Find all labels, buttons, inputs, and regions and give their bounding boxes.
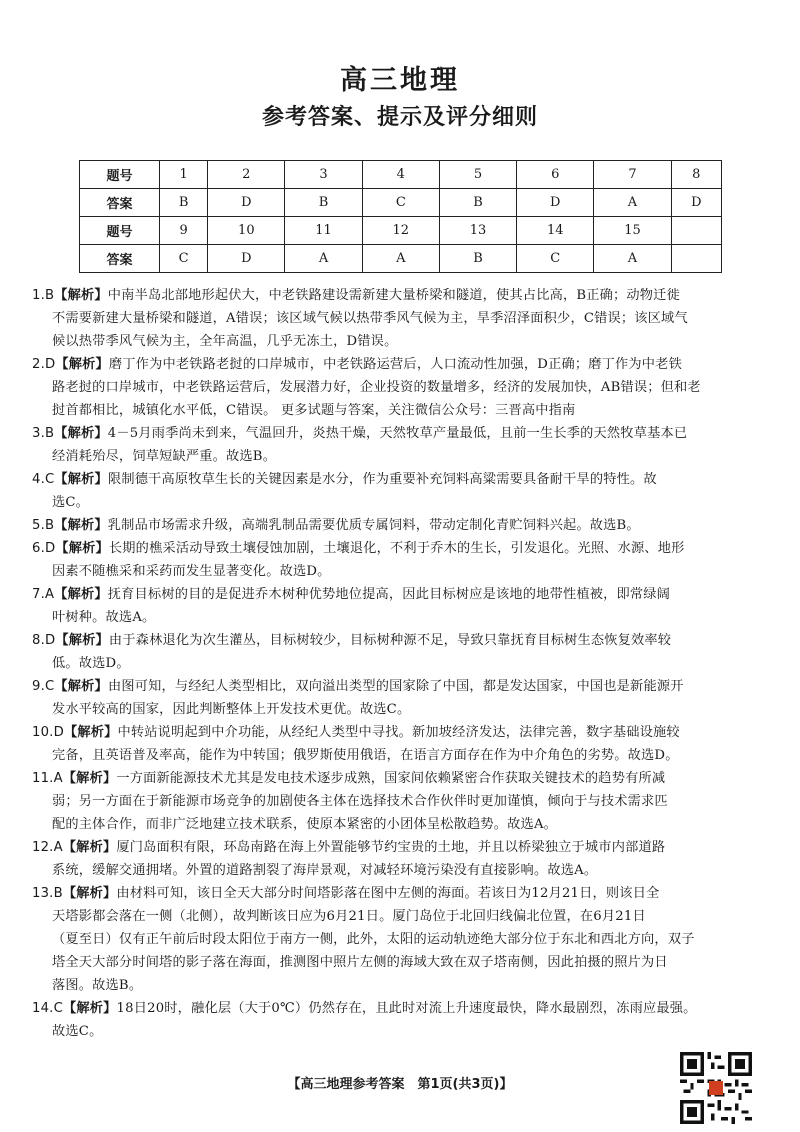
table-cell: 7	[594, 161, 671, 189]
table-cell: A	[594, 245, 671, 273]
table-cell: D	[517, 189, 594, 217]
row-label: 题号	[80, 217, 160, 245]
explanation-line: 厦门岛面积有限，环岛南路在海上外置能够节约宝贵的土地，并且以桥梁独立于城市内部道路	[116, 840, 666, 855]
explanation-line: 由材料可知，该日全天大部分时间塔影落在图中左侧的海面。若该日为12月21日，则该日全	[116, 886, 660, 901]
question-number: 8.D	[32, 633, 56, 648]
table-row	[80, 189, 722, 217]
table-row	[80, 161, 722, 189]
explanation-line: 低。故选D。	[52, 656, 130, 671]
explanation-line: 路老挝的口岸城市，中老铁路运营后，发展潜力好，企业投资的数量增多，经济的发展加快，AB错误；但和老	[52, 380, 701, 395]
question-number: 1.B	[32, 288, 55, 303]
table-cell: B	[439, 189, 516, 217]
question-explanation-12	[32, 836, 764, 882]
explanation-line: 系统，缓解交通拥堵。外置的道路割裂了海岸景观，对减轻环境污染没有直接影响。故选A。	[52, 863, 598, 878]
table-cell: A	[285, 245, 362, 273]
table-cell: 2	[208, 161, 285, 189]
explanation-line: 4－5月雨季尚未到来，气温回升，炎热干燥，天然牧草产量最低，且前一生长季的天然牧草基本已	[107, 426, 688, 441]
table-cell: 4	[362, 161, 439, 189]
explanation-line: 天塔影都会落在一侧（北侧），故判断该日应为6月21日。厦门岛位于北回归线偏北位置，在6月21日	[52, 909, 646, 924]
question-explanation-14	[32, 997, 764, 1043]
explanation-line: 由图可知，与经纪人类型相比，双向溢出类型的国家除了中国，都是发达国家，中国也是新能源开	[107, 679, 684, 694]
question-number: 11.A	[32, 771, 63, 786]
table-cell: C	[362, 189, 439, 217]
explanation-line: 配的主体合作，而非广泛地建立技术联系，使原本紧密的小团体呈松散趋势。故选A。	[52, 817, 558, 832]
question-number: 7.A	[32, 587, 55, 602]
question-number: 13.B	[32, 886, 63, 901]
explanation-line: 故选C。	[52, 1024, 103, 1039]
question-number: 10.D	[32, 725, 64, 740]
explanation-line: 一方面新能源技术尤其是发电技术逐步成熟，国家间依赖紧密合作获取关键技术的趋势有所减	[116, 771, 666, 786]
question-number: 14.C	[32, 1001, 63, 1016]
table-cell: 12	[362, 217, 439, 245]
qr-code-icon	[680, 1052, 752, 1124]
table-cell: C	[160, 245, 208, 273]
table-cell: A	[362, 245, 439, 273]
explanation-line: 不需要新建大量桥梁和隧道，A错误；该区域气候以热带季风气候为主，旱季沼泽面积少，C错误；该区域气	[52, 311, 688, 326]
explanation-line: 长期的樵采活动导致土壤侵蚀加剧，土壤退化，不利于乔木的生长，引发退化。光照、水源、地形	[108, 541, 685, 556]
question-number: 12.A	[32, 840, 63, 855]
table-cell	[671, 245, 721, 273]
analysis-tag: 【解析】	[54, 472, 108, 487]
explanation-line: 抚育目标树的目的是促进乔木树种优势地位提高，因此目标树应是该地的地带性植被，即常绿阔	[107, 587, 671, 602]
table-row	[80, 245, 722, 273]
analysis-tag: 【解析】	[55, 357, 109, 372]
question-explanation-9	[32, 675, 764, 721]
table-cell: 1	[160, 161, 208, 189]
explanation-line: 磨丁作为中老铁路老挝的口岸城市，中老铁路运营后，人口流动性加强，D正确；磨丁作为中老铁	[108, 357, 682, 372]
page-subtitle: 参考答案、提示及评分细则	[261, 105, 538, 130]
analysis-tag: 【解析】	[63, 725, 118, 740]
row-label: 答案	[80, 245, 160, 273]
explanation-line: 候以热带季风气候为主，全年高温，几乎无冻土，D错误。	[52, 334, 398, 349]
table-cell: 3	[285, 161, 362, 189]
explanation-line: 塔全天大部分时间塔的影子落在海面，推测图中照片左侧的海域大致在双子塔南侧，因此拍摄的照片为日	[52, 955, 668, 970]
explanation-line: 落图。故选B。	[52, 978, 143, 993]
question-number: 2.D	[32, 357, 56, 372]
analysis-tag: 【解析】	[54, 426, 108, 441]
explanation-line: 发水平较高的国家，因此判断整体上开发技术更优。故选C。	[52, 702, 411, 717]
page-title: 高三地理	[340, 65, 460, 96]
analysis-tag: 【解析】	[55, 633, 109, 648]
table-cell: 15	[594, 217, 671, 245]
analysis-tag: 【解析】	[62, 840, 117, 855]
table-cell: D	[208, 189, 285, 217]
question-explanation-2	[32, 353, 764, 422]
table-cell: 8	[671, 161, 721, 189]
analysis-tag: 【解析】	[62, 771, 117, 786]
question-explanation-10	[32, 721, 764, 767]
question-explanation-3	[32, 422, 764, 468]
answer-table	[79, 160, 722, 273]
question-number: 4.C	[32, 472, 55, 487]
explanation-line: 选C。	[52, 495, 90, 510]
explanation-line: 因素不随樵采和采药而发生显著变化。故选D。	[52, 564, 331, 579]
question-explanation-8	[32, 629, 764, 675]
explanation-line: 乳制品市场需求升级，高端乳制品需要优质专属饲料，带动定制化青贮饲料兴起。故选B。	[107, 518, 640, 533]
row-label: 答案	[80, 189, 160, 217]
question-explanation-5	[32, 514, 764, 537]
question-explanation-6	[32, 537, 764, 583]
explanation-line: 由于森林退化为次生灌丛，目标树较少，目标树种源不足，导致只靠抚育目标树生态恢复效率较	[108, 633, 672, 648]
table-cell: 5	[439, 161, 516, 189]
question-explanation-1	[32, 284, 764, 353]
explanation-line: 18日20时，融化层（大于0℃）仍然存在，且此时对流上升速度最快，降水最剧烈，冻雨应最强。	[116, 1001, 697, 1016]
explanation-line: 弱；另一方面在于新能源市场竞争的加剧使各主体在选择技术合作伙伴时更加谨慎，倾向于与技术需求匹	[52, 794, 668, 809]
row-label: 题号	[80, 161, 160, 189]
question-number: 6.D	[32, 541, 56, 556]
question-explanation-4	[32, 468, 764, 514]
explanation-line: 叶树种。故选A。	[52, 610, 156, 625]
analysis-tag: 【解析】	[55, 541, 109, 556]
question-number: 5.B	[32, 518, 55, 533]
explanation-line: 中南半岛北部地形起伏大，中老铁路建设需新建大量桥梁和隧道，使其占比高，B正确；动物迁徙	[107, 288, 680, 303]
page-footer: 【高三地理参考答案 第1页(共3页)】	[287, 1077, 513, 1092]
table-cell: 10	[208, 217, 285, 245]
table-cell: 11	[285, 217, 362, 245]
table-cell: D	[208, 245, 285, 273]
table-cell: 6	[517, 161, 594, 189]
table-cell: 13	[439, 217, 516, 245]
analysis-tag: 【解析】	[54, 288, 108, 303]
table-cell: B	[439, 245, 516, 273]
analysis-tag: 【解析】	[54, 587, 108, 602]
table-row	[80, 217, 722, 245]
table-cell	[671, 217, 721, 245]
analysis-tag: 【解析】	[62, 886, 117, 901]
table-cell: B	[160, 189, 208, 217]
explanation-line: （夏至日）仅有正午前后时段太阳位于南方一侧，此外，太阳的运动轨迹绝大部分位于东北和西北方向，双子	[52, 932, 695, 947]
table-cell: 14	[517, 217, 594, 245]
explanation-line: 挝首都相比，城镇化水平低，C错误。 更多试题与答案，关注微信公众号：三晋高中指南	[52, 403, 576, 418]
explanation-line: 中转站说明起到中介功能，从经纪人类型中寻找。新加坡经济发达，法律完善，数字基础设施较	[117, 725, 680, 740]
table-cell: 9	[160, 217, 208, 245]
question-number: 3.B	[32, 426, 55, 441]
analysis-tag: 【解析】	[62, 1001, 117, 1016]
analysis-tag: 【解析】	[54, 518, 108, 533]
table-cell: B	[285, 189, 362, 217]
question-explanation-7	[32, 583, 764, 629]
question-number: 9.C	[32, 679, 55, 694]
explanation-line: 限制德干高原牧草生长的关键因素是水分，作为重要补充饲料高粱需要具备耐干旱的特性。故	[107, 472, 657, 487]
analysis-tag: 【解析】	[54, 679, 108, 694]
question-explanation-13	[32, 882, 764, 997]
table-cell: A	[594, 189, 671, 217]
question-explanation-11	[32, 767, 764, 836]
explanation-line: 完备，且英语普及率高，能作为中转国；俄罗斯使用俄语，在语言方面存在作为中介角色的劣势。故选D。	[52, 748, 679, 763]
table-cell: D	[671, 189, 721, 217]
table-cell: C	[517, 245, 594, 273]
explanation-line: 经消耗殆尽，饲草短缺严重。故选B。	[52, 449, 277, 464]
